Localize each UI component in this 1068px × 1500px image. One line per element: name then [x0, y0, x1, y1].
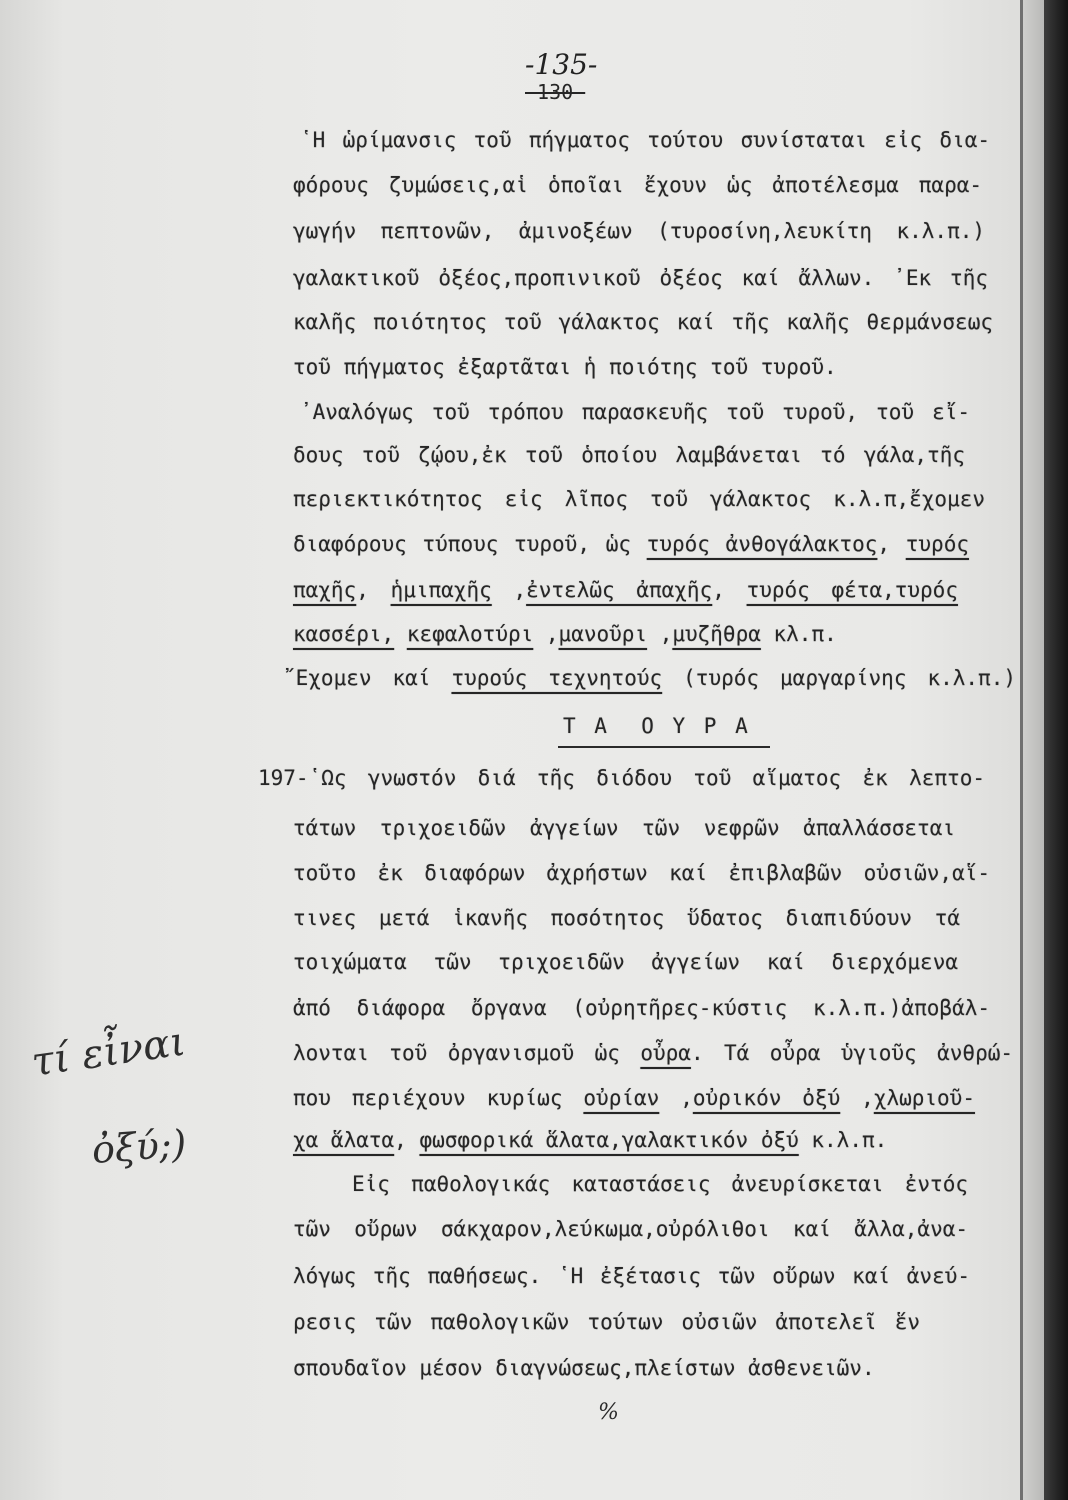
underlined-term: χλωριοῦ-: [873, 1086, 975, 1110]
text-line: Εἰς παθολογικάς καταστάσεις ἀνευρίσκεται ἐντός: [352, 1172, 968, 1196]
underlined-term: οὐρικόν ὀξύ: [692, 1086, 841, 1110]
underlined-term: κασσέρι,: [293, 622, 395, 646]
text-line: λόγως τῆς παθήσεως. ῾Η ἐξέτασις τῶν οὔρων καί ἀνεύ-: [293, 1264, 970, 1288]
underlined-term: χα ἅλατα: [293, 1128, 395, 1152]
text-line: γωγήν πεπτονῶν, ἀμινοξέων (τυροσίνη,λευκίτη κ.λ.π.): [293, 219, 985, 243]
heading-underline: [558, 746, 770, 748]
text-line: φόρους ζυμώσεις,αἱ ὁποῖαι ἔχουν ὡς ἀποτέλεσμα παρα-: [293, 173, 982, 197]
text-line: που περιέχουν κυρίως οὐρίαν ,οὐρικόν ὀξύ ,χλωριοῦ-: [293, 1086, 975, 1110]
underlined-term: φωσφορικά ἅλατα,γαλακτικόν ὀξύ: [419, 1128, 799, 1152]
page-number-typed-struck: -130-: [525, 80, 586, 104]
text-line: περιεκτικότητος εἰς λῖπος τοῦ γάλακτος κ.λ.π,ἔχομεν: [293, 487, 985, 511]
underlined-term: τυρός: [905, 532, 969, 556]
text-line: λονται τοῦ ὀργανισμοῦ ὡς οὖρα. Τά οὖρα ὑγιοῦς ἀνθρώ-: [293, 1041, 1014, 1065]
underlined-term: τυρός φέτα,τυρός: [746, 578, 958, 602]
text-line: τοῦ πήγματος ἐξαρτᾶται ἡ ποιότης τοῦ τυροῦ.: [293, 355, 837, 379]
text-line: ᾿Αναλόγως τοῦ τρόπου παρασκευῆς τοῦ τυροῦ, τοῦ εἴ-: [300, 400, 970, 424]
underlined-term: ἐντελῶς ἀπαχῆς: [526, 578, 713, 602]
underlined-term: οὖρα: [640, 1041, 691, 1065]
text-line: 197-῾Ως γνωστόν διά τῆς διόδου τοῦ αἵματος ἐκ λεπτο-: [258, 766, 985, 790]
page-edge-shadow: [1023, 0, 1044, 1500]
text-line: δους τοῦ ζῴου,ἐκ τοῦ ὁποίου λαμβάνεται τό γάλα,τῆς: [293, 443, 965, 467]
underlined-term: κεφαλοτύρι: [406, 622, 534, 646]
text-line: διαφόρους τύπους τυροῦ, ὡς τυρός ἀνθογάλακτος, τυρός: [293, 532, 969, 556]
text-line: τοῦτο ἐκ διαφόρων ἀχρήστων καί ἐπιβλαβῶν οὐσιῶν,αἵ-: [293, 861, 990, 885]
underlined-term: ἡμιπαχῆς: [390, 578, 492, 602]
text-line: τάτων τριχοειδῶν ἀγγείων τῶν νεφρῶν ἀπαλλάσσεται: [293, 816, 955, 840]
margin-handwritten-note: τί εἶναι: [28, 1018, 189, 1086]
underlined-term: οὐρίαν: [583, 1086, 660, 1110]
page-number-handwritten: -135-: [525, 48, 598, 81]
text-line: τινες μετά ἱκανῆς ποσότητος ὕδατος διαπιδύουν τά: [293, 906, 960, 930]
text-line: χα ἅλατα, φωσφορικά ἅλατα,γαλακτικόν ὀξύ κ.λ.π.: [293, 1128, 888, 1152]
text-line: παχῆς, ἡμιπαχῆς ,ἐντελῶς ἀπαχῆς, τυρός φέτα,τυρός: [293, 578, 958, 602]
text-line: τοιχώματα τῶν τριχοειδῶν ἀγγείων καί διερχόμενα: [293, 950, 958, 974]
text-line: κασσέρι, κεφαλοτύρι ,μανοῦρι ,μυζῆθρα κλ.π.: [293, 622, 837, 646]
underlined-term: μανοῦρι: [558, 622, 648, 646]
underlined-term: παχῆς: [293, 578, 357, 602]
margin-handwritten-note: ὀξύ;): [90, 1121, 188, 1172]
text-line: ἀπό διάφορα ὄργανα (οὐρητῆρες-κύστις κ.λ.π.)ἀποβάλ-: [293, 996, 990, 1020]
text-line: ῎Εχομεν καί τυρούς τεχνητούς (τυρός μαργαρίνης κ.λ.π.): [283, 666, 1016, 690]
text-line: ῾Η ὡρίμανσις τοῦ πήγματος τούτου συνίσταται εἰς δια-: [300, 128, 990, 152]
text-line: τῶν οὔρων σάκχαρον,λεύκωμα,οὐρόλιθοι καί ἄλλα,ἀνα-: [293, 1217, 968, 1241]
text-line: ρεσις τῶν παθολογικῶν τούτων οὐσιῶν ἀποτελεῖ ἕν: [293, 1310, 920, 1334]
section-heading: Τ Α Ο Υ Ρ Α: [563, 714, 751, 738]
text-line: σπουδαῖον μέσον διαγνώσεως,πλείστων ἀσθενειῶν.: [293, 1356, 875, 1380]
footer-mark: %: [598, 1400, 619, 1425]
binding-edge: [1044, 0, 1068, 1500]
paragraph-number: 197-: [258, 766, 309, 790]
underlined-term: τυρός ἀνθογάλακτος: [646, 532, 878, 556]
text-line: καλῆς ποιότητος τοῦ γάλακτος καί τῆς καλῆς θερμάνσεως: [293, 310, 993, 334]
text-line: γαλακτικοῦ ὀξέος,προπινικοῦ ὀξέος καί ἄλλων. ᾿Εκ τῆς: [293, 266, 988, 290]
underlined-term: τυρούς τεχνητούς: [451, 666, 663, 690]
underlined-term: μυζῆθρα: [672, 622, 761, 646]
